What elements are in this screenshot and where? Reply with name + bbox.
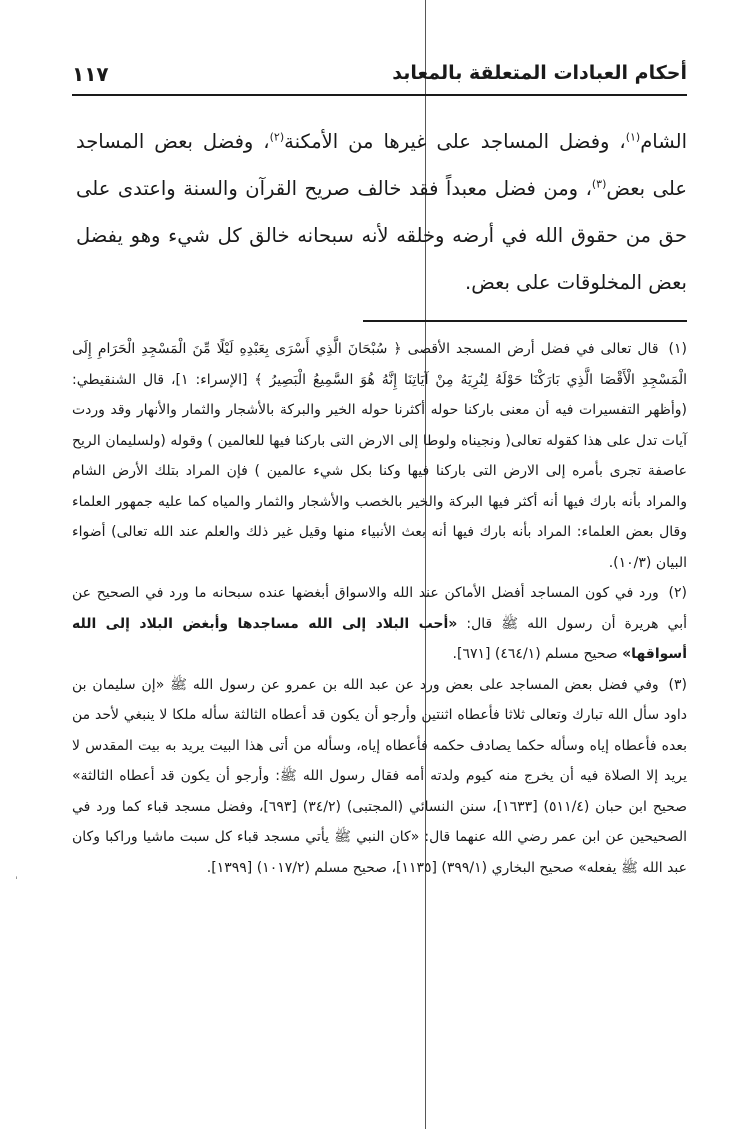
footnote-text: ورد في كون المساجد أفضل الأماكن عند الله والاسواق أبغضها عنده سبحانه ما ورد في الصحيح عن أبي هريرة أن رسول الله ﷺ قال: (72, 585, 688, 632)
footnote-citation: صحيح مسلم (٤٦٤/١) [٦٧١]. (452, 646, 618, 662)
footnote-2 (72, 578, 687, 670)
footnote-text: قال تعالى في فضل أرض المسجد الأقصى (407, 341, 659, 357)
body-text-part-4: ، ومن فضل معبداً فقد خالف صريح القرآن والسنة واعتدى على حق من حقوق الله في أرضه وخلقه لأنه سبحانه خالق كل شيء وهو يفضل بعض المخلوقات على بعض. (76, 177, 687, 294)
footnote-ref-2[interactable]: (٢) (269, 130, 285, 144)
footnote-text: [الإسراء: ١]، قال الشنقيطي: (وأظهر التفسيرات فيه أن معنى باركنا حوله أكثرنا حوله الخير والبركة بالأشجار والثمار والأنهار وقد وردت آيات تدل على هذا كقوله تعالى( ونجيناه ولوطا إلى الارض التى باركنا فيها للعالمين ) وقوله (ولسليمان الريح عاصفة تجرى بأمره إلى الارض التى باركنا فيها وكنا بكل شيء عالمين ) فإن المراد بتلك الأرض الشام والمراد بأنه بارك فيها أنه أكثر فيها البركة والخير بالخصب والأشجار والثمار والمياه كما عليه جمهور العلماء وقال بعض العلماء: المراد بأنه بارك فيها أنه بعث الأنبياء منها وقيل غير ذلك والعلم عند الله تعالى) أضواء البيان (١٠/٣). (72, 371, 687, 571)
footnote-ref-1[interactable]: (١) (625, 130, 641, 144)
footnote-ref-3[interactable]: (٣) (591, 177, 607, 191)
page-number: ١١٧ (72, 62, 109, 86)
body-text-part-2: ، وفضل المساجد على غيرها من الأمكنة (284, 130, 626, 153)
header-divider (72, 94, 687, 96)
footnote-3 (72, 670, 687, 884)
body-text-part-1: الشام (640, 130, 687, 153)
footnote-1 (72, 334, 687, 578)
footnote-number: (٣) (668, 676, 687, 693)
main-paragraph (76, 118, 687, 306)
hadith-quote: «أحب البلاد إلى الله مساجدها وأبغض البلاد إلى الله أسواقها» (72, 615, 687, 662)
footnote-number: (١) (668, 341, 687, 357)
body-text-part-3: ، وفضل بعض المساجد على بعض (76, 130, 687, 200)
running-title: أحكام العبادات المتعلقة بالمعابد (392, 62, 687, 84)
scan-artifact: ˈ (15, 876, 18, 887)
footnote-text: وفي فضل بعض المساجد على بعض ورد عن عبد الله بن عمرو عن رسول الله ﷺ «إن سليمان بن داود سأل الله تبارك وتعالى ثلاثا فأعطاه اثنتين وأرجو أن يكون قد أعطاه الثالثة سأله ملكا لا ينبغي لأحد من بعده فأعطاه إياه وسأله حكما يصادف حكمه فأعطاه إياه، وسأله من أتى هذا البيت يريد به بيت المقدس لا يريد إلا الصلاة فيه أن يخرج منه كيوم ولدته أمه فقال رسول الله ﷺ: وأرجو أن يكون قد أعطاه الثالثة» صحيح ابن حبان (٥١١/٤) [١٦٣٣]، سنن النسائي (المجتبى) (٣٤/٢) [٦٩٣]، وفضل مسجد قباء كما ورد في الصحيحين عن ابن عمر رضي الله عنهما قال: «كان النبي ﷺ يأتي مسجد قباء كل سبت ماشيا وراكبا وكان عبد الله ﷺ يفعله» صحيح البخاري (٣٩٩/١) [١١٣٥]، صحيح مسلم (١٠١٧/٢) [١٣٩٩]. (72, 676, 688, 876)
quran-verse: ﴿ سُبْحَانَ الَّذِي أَسْرَى بِعَبْدِهِ لَيْلًا مِّنَ الْمَسْجِدِ الْحَرَامِ إِلَى الْمَسْجِدِ الْأَقْصَا الَّذِي بَارَكْنَا حَوْلَهُ لِنُرِيَهُ مِنْ آيَاتِنَا إِنَّهُ هُوَ السَّمِيعُ الْبَصِيرُ ﴾ (72, 341, 688, 388)
footnote-divider (363, 320, 687, 322)
footnotes-section (72, 334, 687, 883)
footnote-number: (٢) (668, 585, 687, 601)
page-header (72, 62, 687, 88)
